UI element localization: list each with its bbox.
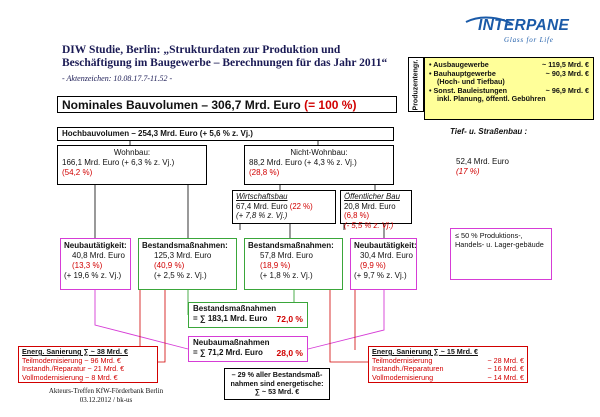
nominal-volume-box: Nominales Bauvolumen – 306,7 Mrd. Euro (= 100 %) — [57, 96, 397, 113]
tiefbau-title: Tief- u. Straßenbau : — [450, 127, 528, 136]
wohnbau-box: Wohnbau: 166,1 Mrd. Euro (+ 6,3 % z. Vj.) (54,2 %) — [57, 145, 207, 185]
footer: Akteurs-Treffen KfW-Förderbank Berlin 03.12.2012 / bk-us — [48, 387, 164, 404]
tiefbau-values: 52,4 Mrd. Euro (17 %) — [456, 157, 509, 176]
page-title: DIW Studie, Berlin: „Strukturdaten zur Produktion und Beschäftigung im Baugewerbe – Berechnungen für das Jahr 2011“ — [62, 44, 388, 69]
sum-neubau-box: Neubaumaßnahmen = ∑ 71,2 Mrd. Euro 28,0 % — [188, 336, 308, 362]
bestand-nichtwohnbau-box: Bestandsmaßnahmen: 57,8 Mrd. Euro (18,9 %) (+ 1,8 % z. Vj.) — [244, 238, 343, 290]
energetic-share-note: – 29 % aller Bestandsmaß- nahmen sind energetische: ∑ ~ 53 Mrd. € — [224, 368, 330, 400]
reference-number: - Aktenzeichen: 10.08.17.7-11.52 - — [62, 74, 173, 83]
left-energy-box: Energ. Sanierung ∑ ~ 38 Mrd. € Teilmodernisierung ~ 96 Mrd. € Instandh./Reparatur ~ 21 Mrd. € Vollmodernisierung ~ 8 Mrd. € — [18, 346, 158, 383]
oeffentlicher-bau-box: Öffentlicher Bau 20,8 Mrd. Euro (6,8 %) (- 5,5 % z. Vj.) — [340, 190, 412, 224]
note-50-percent: ≤ 50 % Produktions-, Handels- u. Lager-gebäude — [450, 228, 552, 280]
nichtwohnbau-box: Nicht-Wohnbau: 88,2 Mrd. Euro (+ 4,3 % z. Vj.) (28,8 %) — [244, 145, 394, 185]
logo-slogan: Glass for Life — [504, 36, 554, 44]
right-energy-box: Energ. Sanierung ∑ ~ 15 Mrd. € Teilmodernisierung ~ 28 Mrd. € Instandh./Reparaturen ~ 16 Mrd. € Vollmodernisierung ~ 14 Mrd. € — [368, 346, 528, 383]
production-side-label: Produzentengr. — [408, 57, 424, 112]
wirtschaftsbau-box: Wirtschaftsbau 67,4 Mrd. Euro (22 %) (+ 7,8 % z. Vj.) — [232, 190, 336, 224]
neubau-wohnbau-box: Neubautätigkeit: 40,8 Mrd. Euro (13,3 %) (+ 19,6 % z. Vj.) — [60, 238, 131, 290]
hochbau-box: Hochbauvolumen – 254,3 Mrd. Euro (+ 5,6 % z. Vj.) — [57, 127, 394, 141]
bestand-wohnbau-box: Bestandsmaßnahmen: 125,3 Mrd. Euro (40,9 %) (+ 2,5 % z. Vj.) — [138, 238, 237, 290]
production-box: • Ausbaugewerbe ~ 119,5 Mrd. € • Bauhauptgewerbe ~ 90,3 Mrd. € (Hoch- und Tiefbau) • Sonst. Bauleistungen ~ 96,9 Mrd. € inkl. Planung, öffentl. Gebühren — [424, 57, 594, 120]
neubau-nichtwohnbau-box: Neubautätigkeit: 30,4 Mrd. Euro (9,9 %) (+ 9,7 % z. Vj.) — [350, 238, 417, 290]
sum-bestand-box: Bestandsmaßnahmen = ∑ 183,1 Mrd. Euro 72,0 % — [188, 302, 308, 328]
logo-name: INTERPANE — [478, 17, 570, 34]
